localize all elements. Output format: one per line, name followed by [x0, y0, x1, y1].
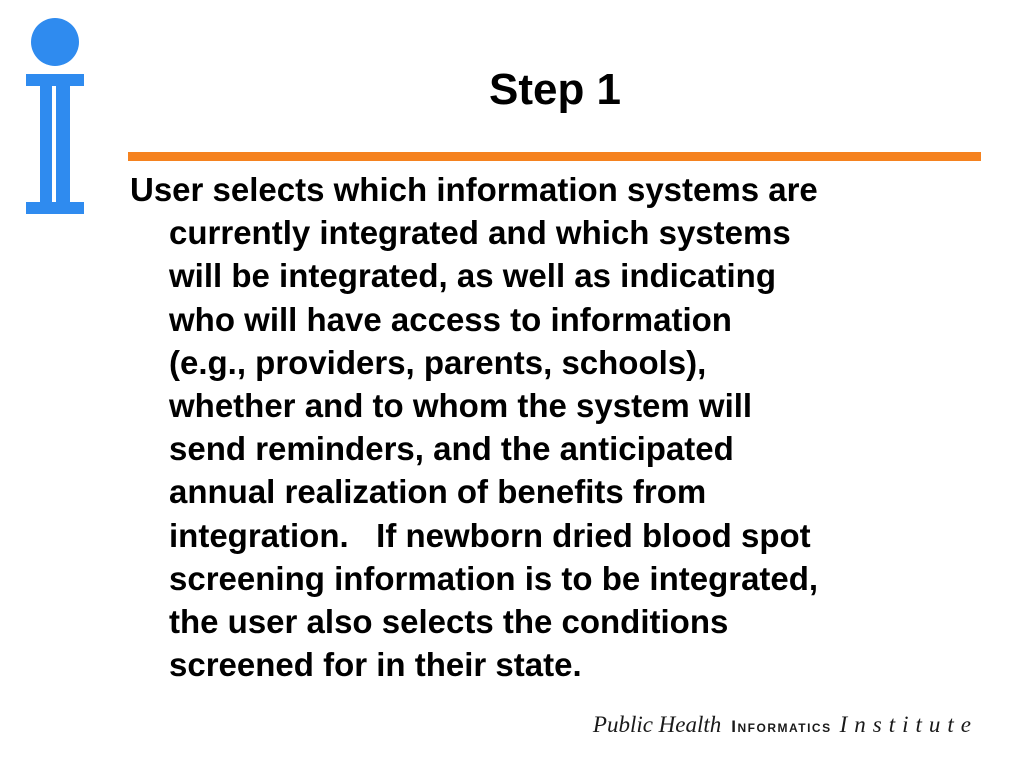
body-line: the user also selects the conditions	[169, 603, 729, 641]
footer-brand-part3: Institute	[839, 712, 978, 737]
footer-brand	[593, 712, 978, 746]
footer-brand-part1: Public Health	[592, 712, 722, 737]
body-line: will be integrated, as well as indicating	[169, 257, 776, 295]
body-line: currently integrated and which systems	[169, 214, 791, 252]
footer-brand-part2: Informatics	[731, 717, 832, 736]
body-line: annual realization of benefits from	[169, 473, 707, 511]
body-line: User selects which information systems are	[130, 171, 818, 208]
info-i-logo-icon	[22, 16, 88, 216]
body-paragraph	[130, 168, 1019, 686]
body-line: send reminders, and the anticipated	[169, 430, 734, 468]
body-line: who will have access to information	[169, 300, 732, 338]
body-line: screening information is to be integrated,	[169, 559, 819, 597]
slide-title: Step 1	[488, 65, 622, 114]
title-divider	[128, 152, 981, 161]
slide-title-container	[128, 60, 982, 120]
body-line: integration. If newborn dried blood spot	[169, 516, 811, 554]
body-line: (e.g., providers, parents, schools),	[169, 343, 707, 381]
body-line: screened for in their state.	[169, 646, 582, 684]
body-line: whether and to whom the system will	[169, 387, 753, 425]
